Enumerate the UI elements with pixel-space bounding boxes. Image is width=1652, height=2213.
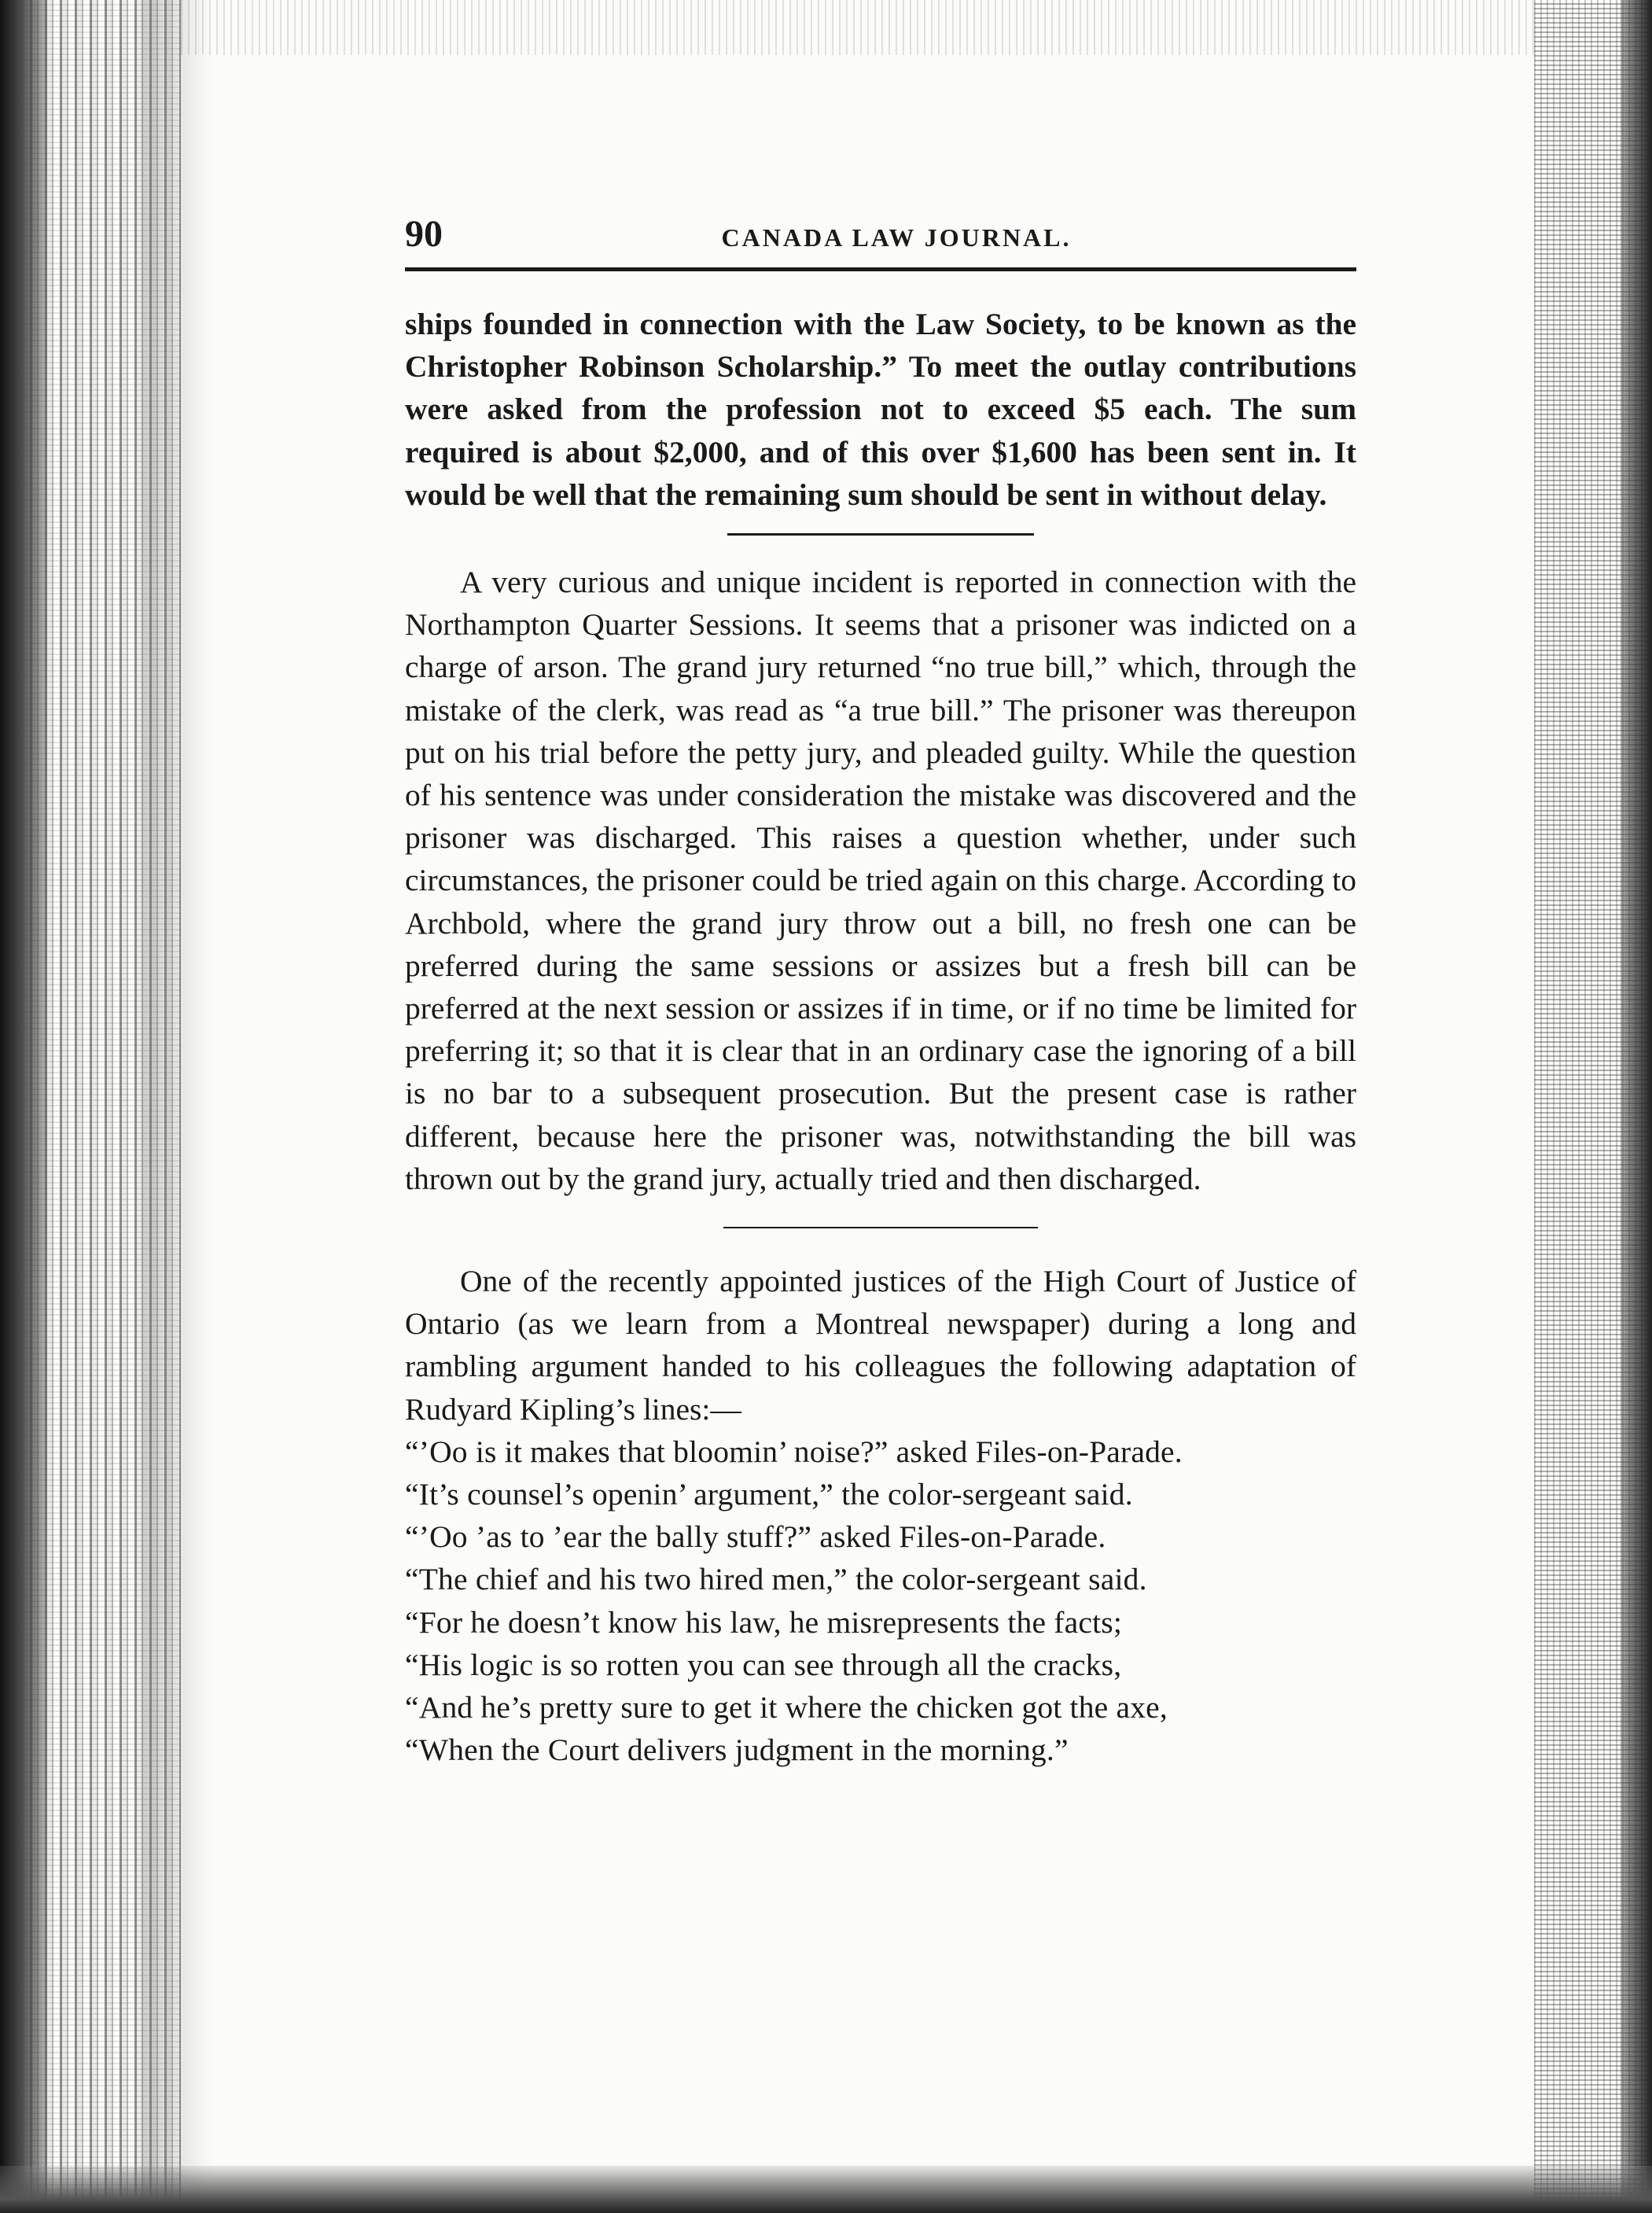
verse-line: “’Oo is it makes that bloomin’ noise?” asked Files-on-Parade. bbox=[405, 1434, 1183, 1469]
running-head: CANADA LAW JOURNAL. bbox=[721, 223, 1072, 252]
section-separator bbox=[727, 533, 1034, 536]
header-rule bbox=[405, 267, 1356, 271]
text-column bbox=[405, 303, 1356, 1772]
verse-line: “The chief and his two hired men,” the color-sergeant said. bbox=[405, 1562, 1147, 1597]
paragraph-scholarship: ships founded in connection with the Law Society, to be known as the Christopher Robinson Scholarship.” To meet the outlay contributions were asked from the profession not to exceed $5 each. The sum required is about $2,000, and of this over $1,600 has been sent in. It would be well that the remaining sum should be sent in without delay. bbox=[405, 307, 1356, 512]
verse-line: “It’s counsel’s openin’ argument,” the color-sergeant said. bbox=[405, 1477, 1133, 1512]
section-separator bbox=[723, 1227, 1038, 1228]
page-edge-bottom bbox=[0, 2166, 1652, 2213]
kipling-verse bbox=[405, 1431, 1356, 1772]
verse-line: “His logic is so rotten you can see through all the cracks, bbox=[405, 1647, 1122, 1682]
verse-line: “For he doesn’t know his law, he misrepresents the facts; bbox=[405, 1604, 1123, 1640]
page-shadow-right bbox=[1621, 0, 1652, 2213]
paragraph-northampton: A very curious and unique incident is reported in connection with the Northampton Quarter Sessions. It seems that a prisoner was indicted on a charge of arson. The grand jury returned “no true bill,” which, through the mistake of the clerk, was read as “a true bill.” The prisoner was thereupon put on his trial before the petty jury, and pleaded guilty. While the question of his sentence was under consideration the mistake was discovered and the prisoner was discharged. This raises a question whether, under such circumstances, the prisoner could be tried again on this charge. According to Archbold, where the grand jury throw out a bill, no fresh one can be preferred during the same sessions or assizes but a fresh bill can be preferred at the next session or assizes if in time, or if no time be limited for preferring it; so that it is clear that in an ordinary case the ignoring of a bill is no bar to a subsequent prosecution. But the present case is rather different, because here the prisoner was, notwithstanding the bill was thrown out by the grand jury, actually tried and then discharged. bbox=[405, 565, 1356, 1196]
page-edge-top bbox=[181, 0, 1534, 55]
page-header bbox=[405, 212, 1356, 267]
verse-line: “When the Court delivers judgment in the morning.” bbox=[405, 1732, 1069, 1768]
paragraph-kipling-intro: One of the recently appointed justices of the High Court of Justice of Ontario (as we learn from a Montreal newspaper) during a long and rambling argument handed to his colleagues the following adaptation of Rudyard Kipling’s lines:— bbox=[405, 1264, 1356, 1427]
page-number: 90 bbox=[405, 213, 443, 255]
binding-fade-left bbox=[142, 0, 212, 2213]
verse-line: “’Oo ’as to ’ear the bally stuff?” asked Files-on-Parade. bbox=[405, 1519, 1106, 1555]
verse-line: “And he’s pretty sure to get it where the chicken got the axe, bbox=[405, 1690, 1168, 1725]
binding-shadow-left bbox=[0, 0, 47, 2213]
